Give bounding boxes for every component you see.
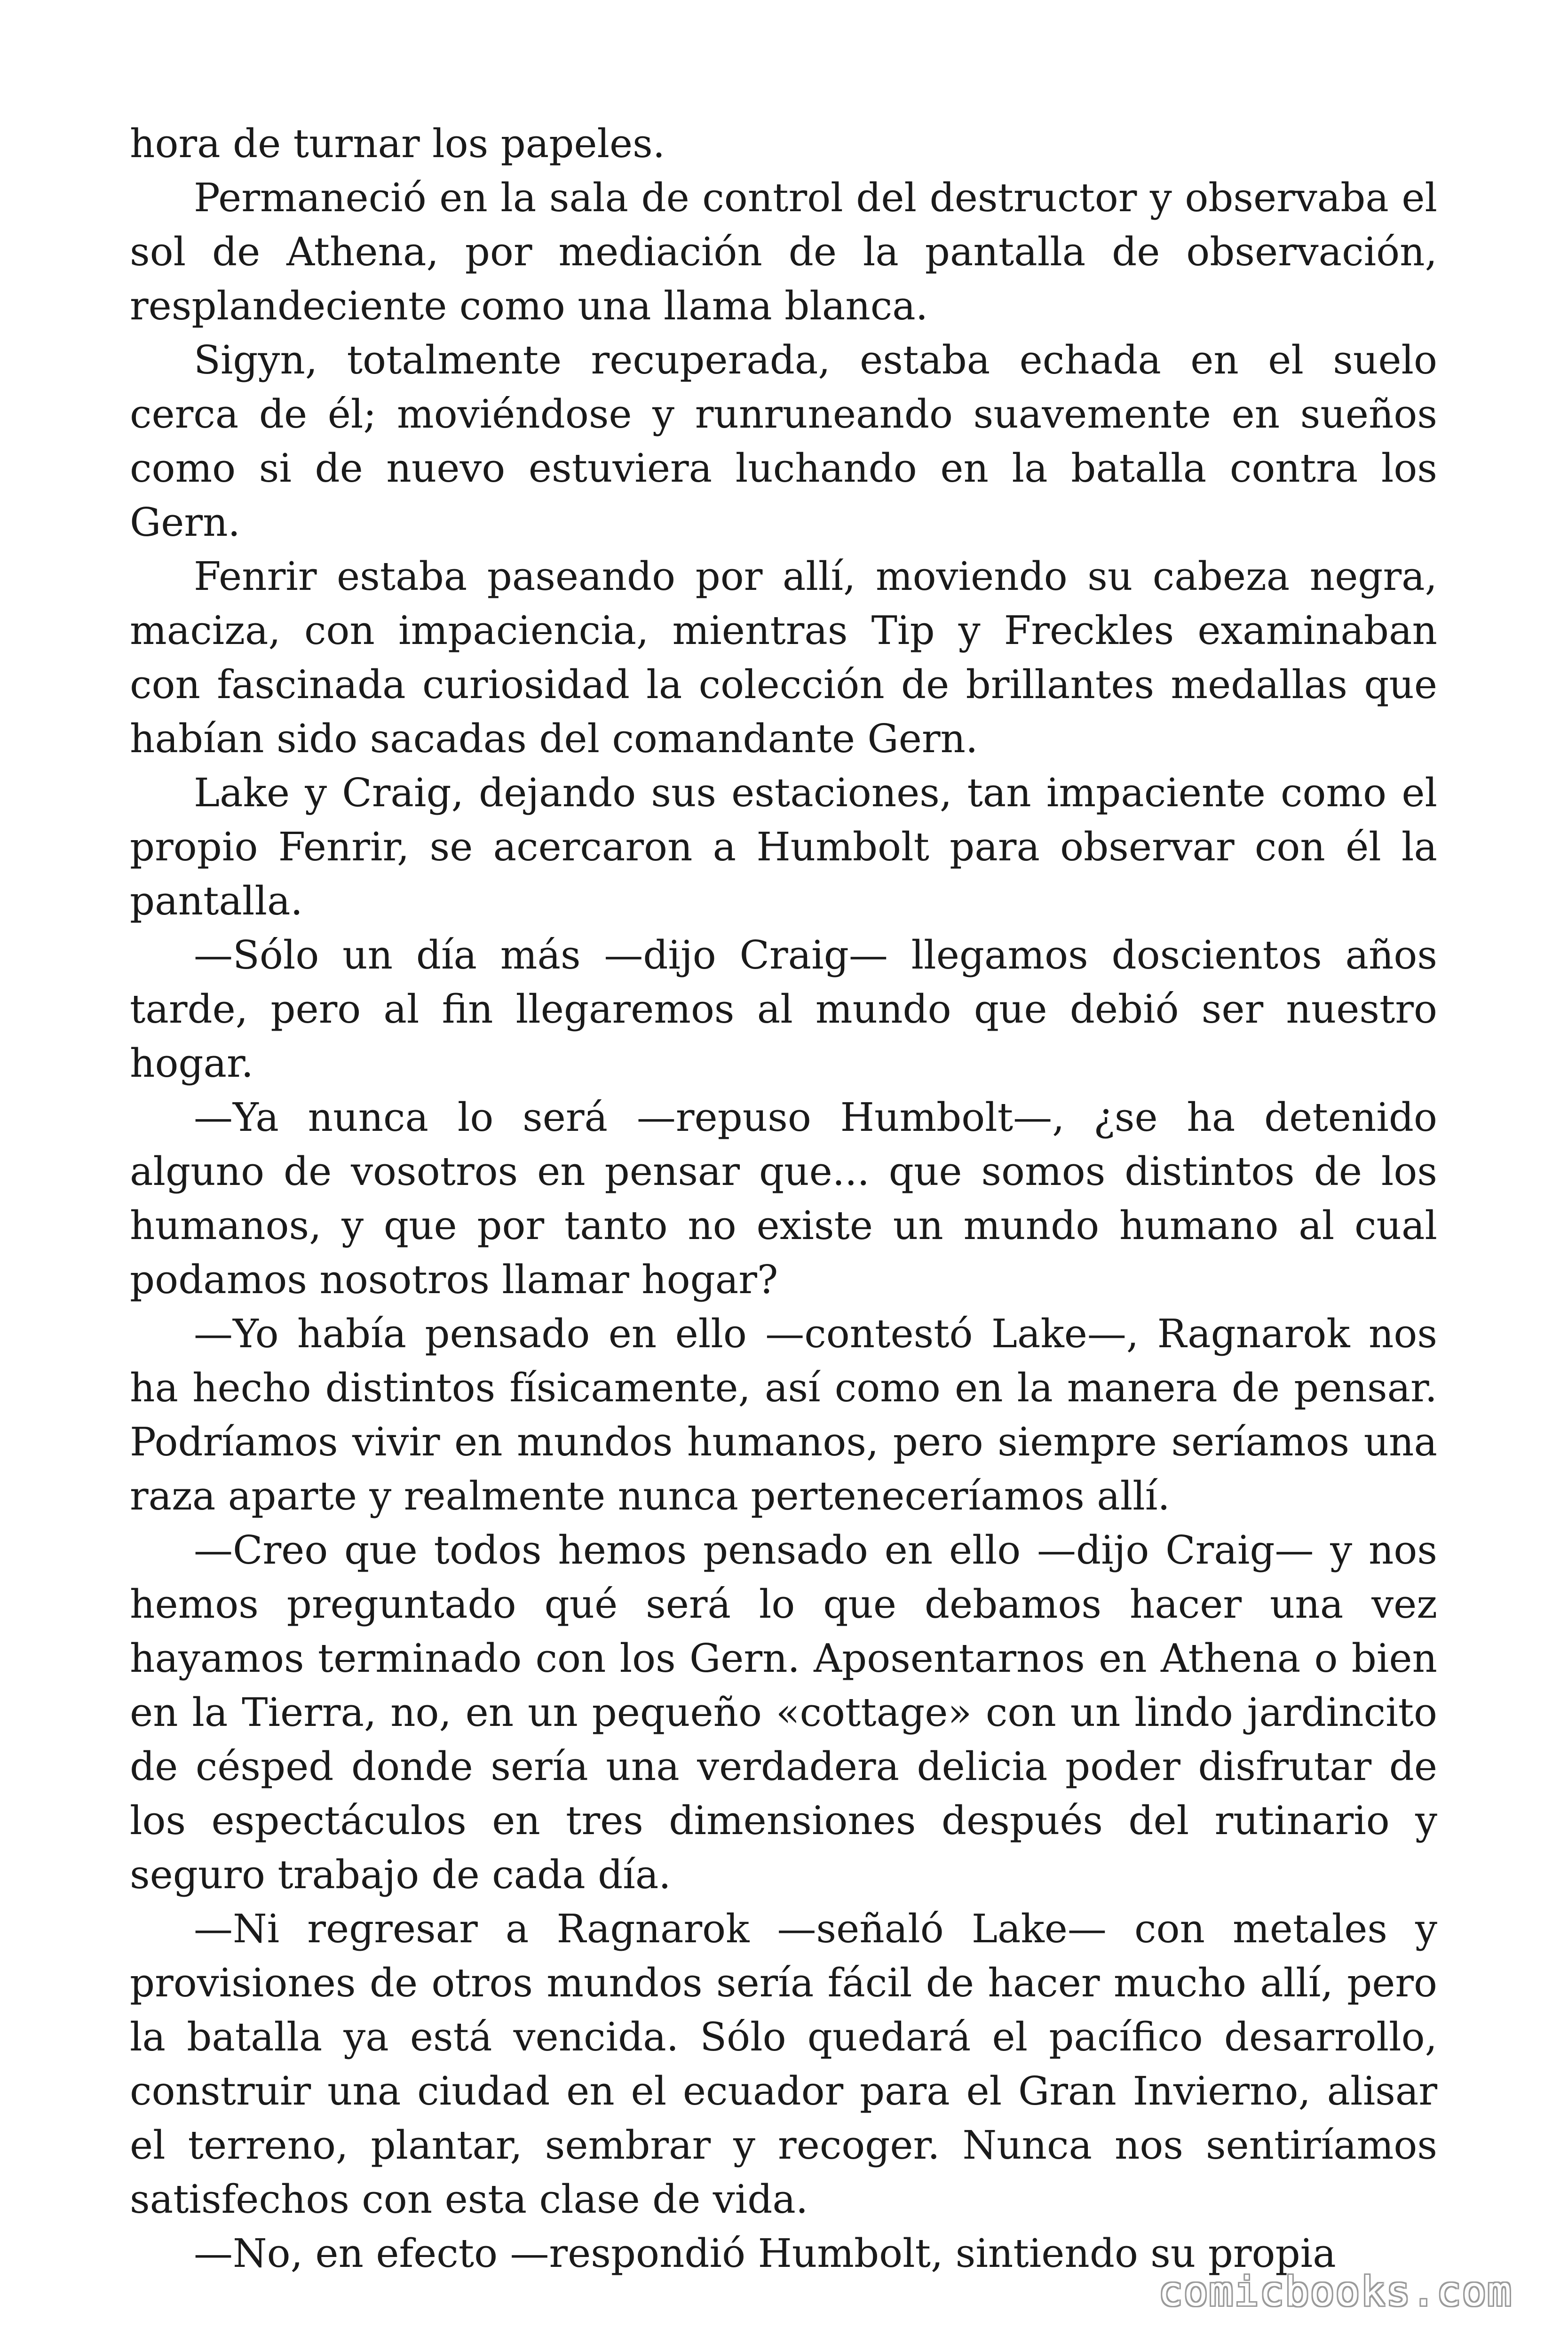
book-page-text (130, 117, 1437, 2280)
paragraph-8: —Yo había pensado en ello —contestó Lake—, Ragnarok nos ha hecho distintos físicamente, así como en la manera de pensar. Podríamos vivir en mundos humanos, pero siempre seríamos una raza aparte y realmente nunca perteneceríamos allí. (130, 1311, 1437, 1519)
paragraph-11: —No, en efecto —respondió Humbolt, sintiendo su propia (194, 2231, 1336, 2276)
paragraph-5: Lake y Craig, dejando sus estaciones, tan impaciente como el propio Fenrir, se acercaron a Humbolt para observar con él la pantalla. (130, 770, 1437, 924)
paragraph-2: Permaneció en la sala de control del destructor y observaba el sol de Athena, por mediación de la pantalla de observación, resplandeciente como una llama blanca. (130, 175, 1437, 329)
paragraph-9: —Creo que todos hemos pensado en ello —dijo Craig— y nos hemos preguntado qué será lo que debamos hacer una vez hayamos terminado con los Gern. Aposentarnos en Athena o bien en la Tierra, no, en un pequeño «cottage» con un lindo jardincito de césped donde sería una verdadera delicia poder disfrutar de los espectáculos en tres dimensiones después del rutinario y seguro trabajo de cada día. (130, 1527, 1437, 1898)
watermark-logo: comicbooks.com (1158, 2268, 1513, 2315)
paragraph-6: —Sólo un día más —dijo Craig— llegamos doscientos años tarde, pero al fin llegaremos al mundo que debió ser nuestro hogar. (130, 932, 1437, 1086)
paragraph-10: —Ni regresar a Ragnarok —señaló Lake— con metales y provisiones de otros mundos sería fácil de hacer mucho allí, pero la batalla ya está vencida. Sólo quedará el pacífico desarrollo, construir una ciudad en el ecuador para el Gran Invierno, alisar el terreno, plantar, sembrar y recoger. Nunca nos sentiríamos satisfechos con esta clase de vida. (130, 1906, 1437, 2222)
paragraph-7: —Ya nunca lo será —repuso Humbolt—, ¿se ha detenido alguno de vosotros en pensar que... que somos distintos de los humanos, y que por tanto no existe un mundo humano al cual podamos nosotros llamar hogar? (130, 1095, 1437, 1303)
paragraph-4: Fenrir estaba paseando por allí, moviendo su cabeza negra, maciza, con impaciencia, mientras Tip y Freckles examinaban con fascinada curiosidad la colección de brillantes medallas que habían sido sacadas del comandante Gern. (130, 554, 1437, 762)
paragraph-1: hora de turnar los papeles. (130, 121, 665, 167)
paragraph-3: Sigyn, totalmente recuperada, estaba echada en el suelo cerca de él; moviéndose y runruneando suavemente en sueños como si de nuevo estuviera luchando en la batalla contra los Gern. (130, 337, 1437, 545)
